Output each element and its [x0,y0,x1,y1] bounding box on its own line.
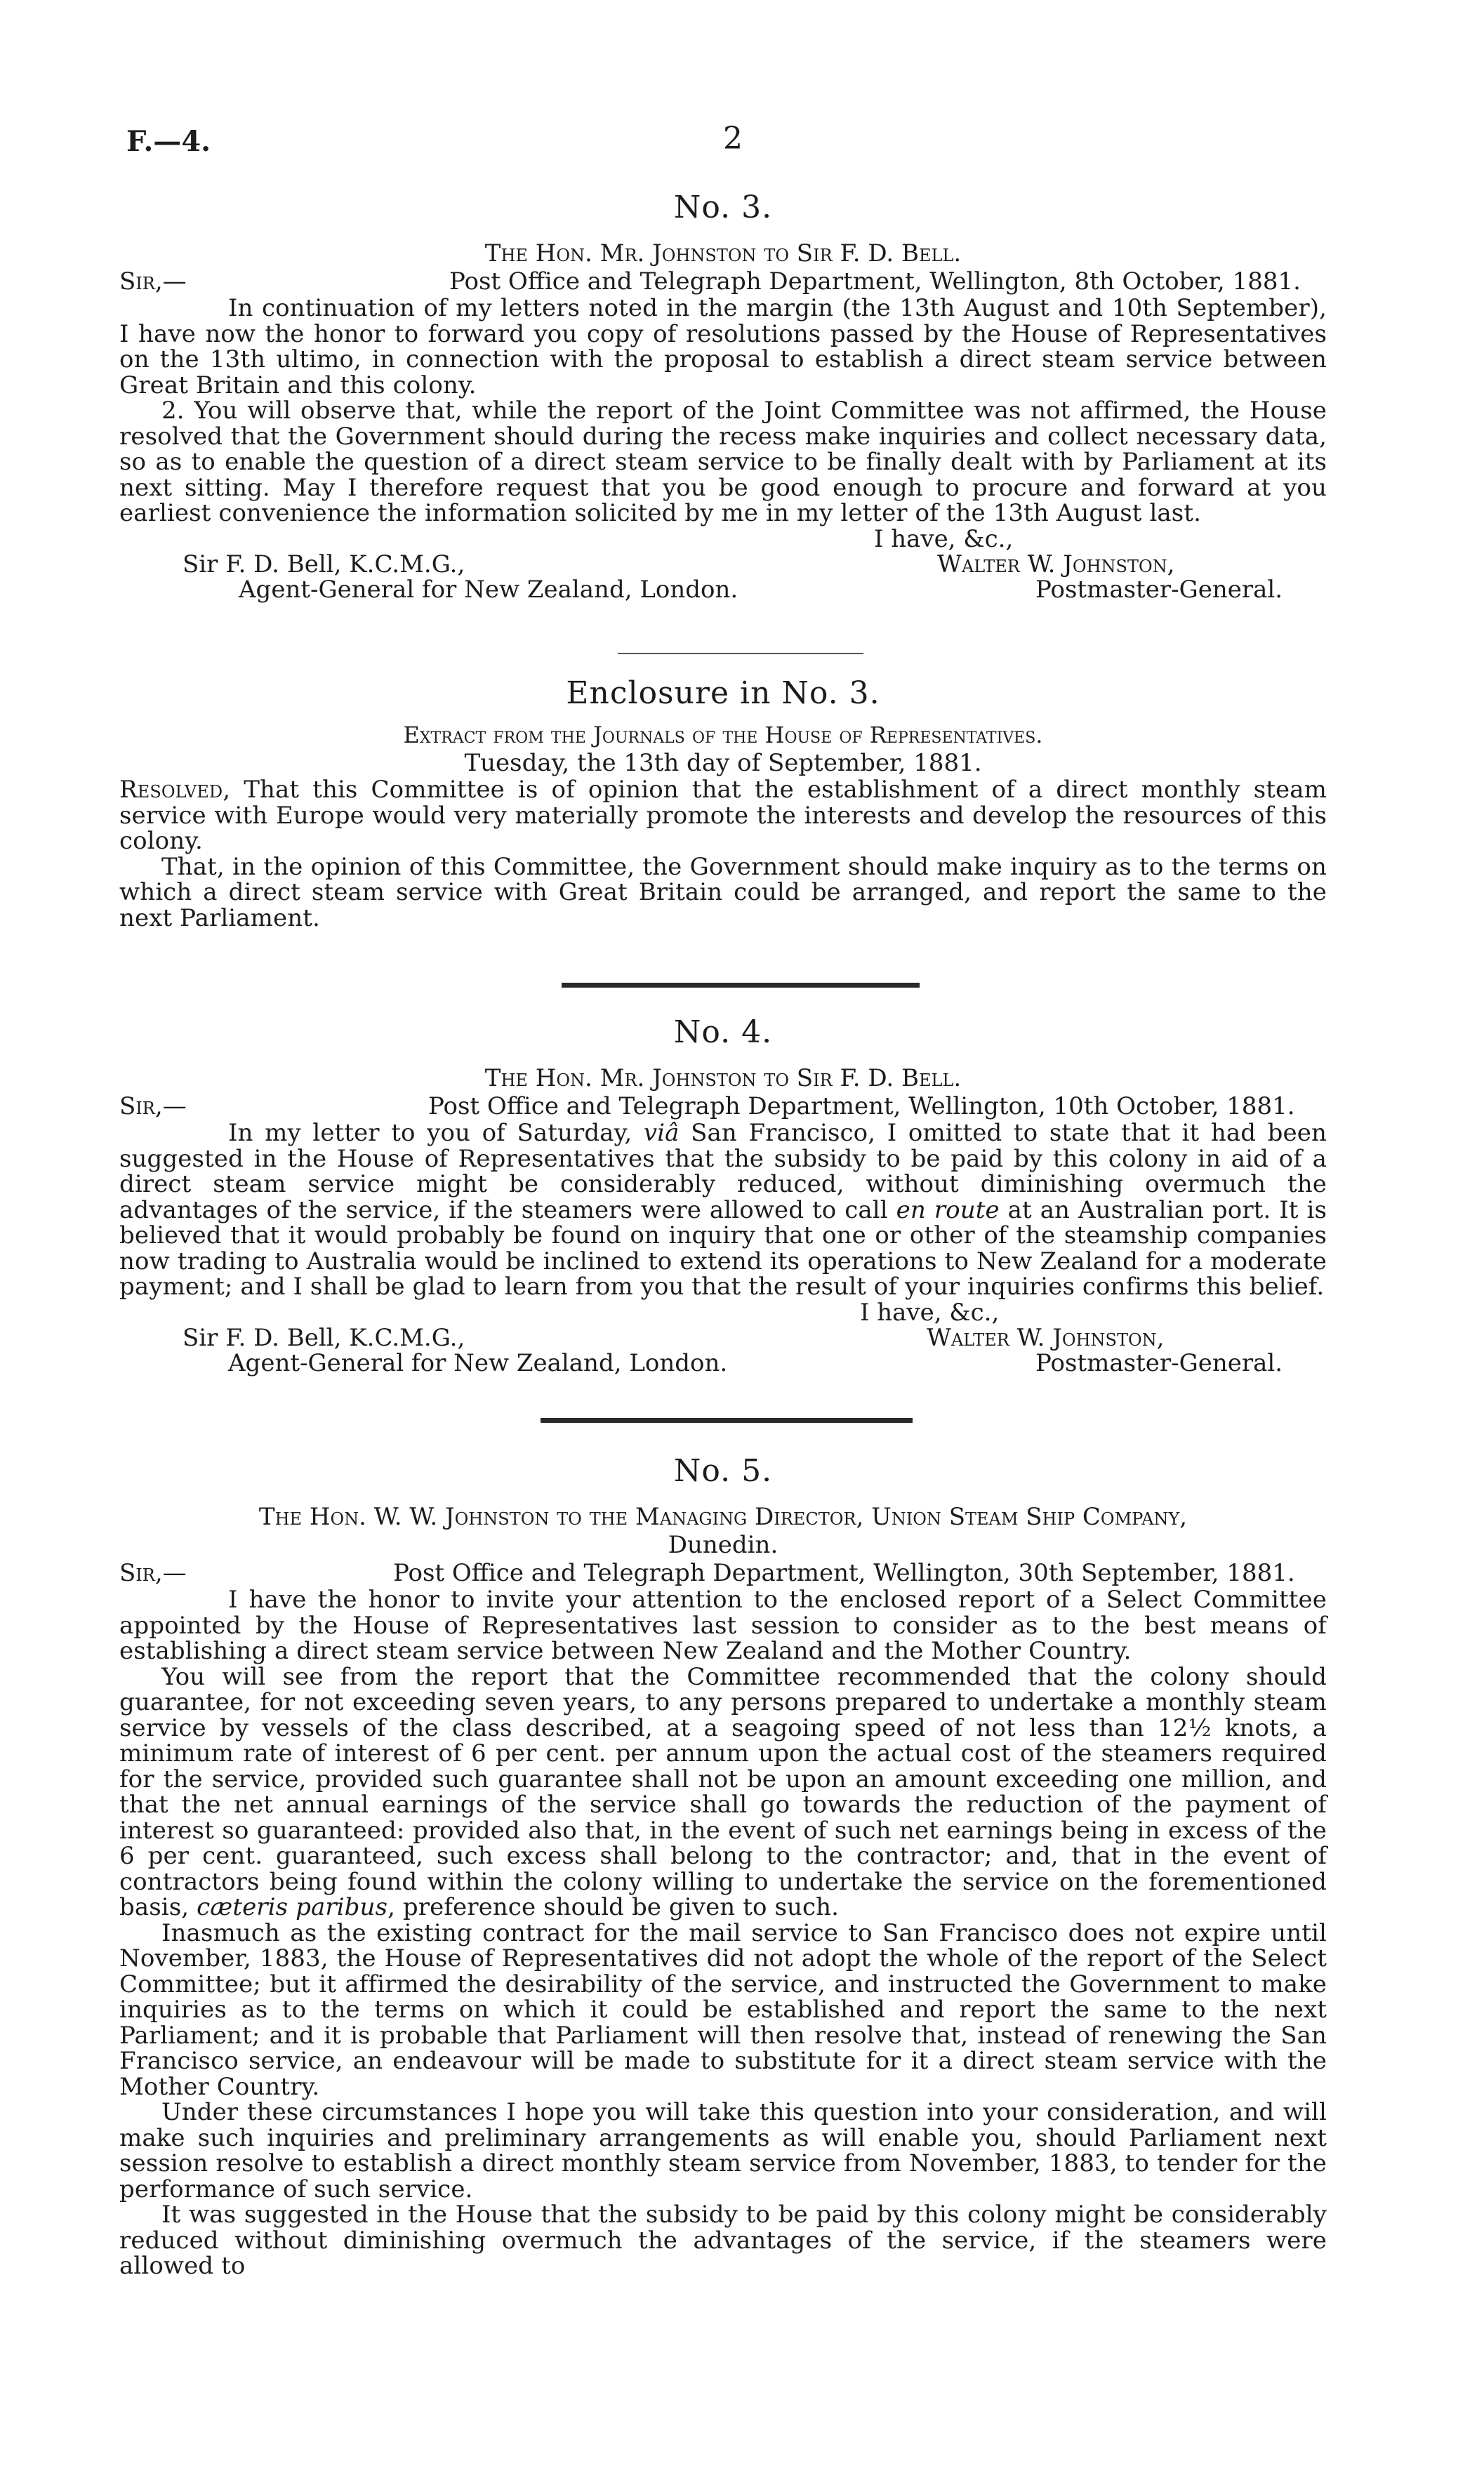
letter-5-paragraph-5: It was suggested in the House that the subsidy to be paid by this colony might be considerably reduced without diminishing overmuch the advantages of the service, if the steamers were allowed to [119,2201,1327,2280]
letter-5-heading: No. 5. [673,1453,773,1489]
resolved-label: Resolved, [119,776,231,804]
letter-5-salutation: Sir,— [119,1559,187,1587]
resolution-1: That this Committee is of opinion that the establishment of a direct monthly steam service with Europe would very materially promote the interests and develop the resources of this colony. [119,776,1327,855]
letter-3-sender: Walter W. Johnston, [937,550,1175,578]
page-number: 2 [723,121,743,157]
letter-4-closing: I have, &c., [860,1298,1000,1327]
letter-4-sender-title: Postmaster-General. [1035,1348,1283,1377]
letter-5-title: The Hon. W. W. Johnston to the Managing Director, Union Steam Ship Company, [258,1503,1188,1531]
letter-3-sender-title: Postmaster-General. [1035,575,1283,604]
letter-3-paragraph-1: In continuation of my letters noted in the margin (the 13th August and 10th September), I have now the honor to forward you copy of resolutions passed by the House of Representatives on the 13th ultimo, in connection with the proposal to establish a direct steam service between Great Britain and this colony. [119,294,1327,399]
en-route-italic: en route [896,1195,1000,1224]
letter-3-address-row [119,267,1327,296]
letter-4-address-row [119,1092,1327,1120]
letter-no-3 [119,190,1327,602]
caeteris-paribus-italic: cæteris paribus [197,1893,388,1921]
letter-5-paragraph-3: Inasmuch as the existing contract for the mail service to San Francisco does not expire until November, 1883, the House of Representatives did not adopt the whole of the report of the Select Committee; but it affirmed the desirability of the service, and instructed the Government to make inquiries as to the terms on which it could be established and report the same to the next Parliament; and it is probable that Parliament will then resolve that, instead of renewing the San Francisco service, an endeavour will be made to substitute for it a direct steam service with the Mother Country. [119,1918,1327,2101]
letter-5-paragraph-1: I have the honor to invite your attention to the enclosed report of a Select Committee appointed by the House of Representatives last session to consider as to the best means of establishing a direct steam service between New Zealand and the Mother Country. [119,1586,1327,1665]
section-divider-thick-2 [541,1418,913,1423]
enclosure-date: Tuesday, the 13th day of September, 1881. [464,749,982,777]
letter-5-paragraph-4: Under these circumstances I hope you will take this question into your consideration, and will make such inquiries and preliminary arrangements as will enable you, should Parliament next session resolve to establish a direct monthly steam service from November, 1883, to tender for the performance of such service. [119,2098,1327,2203]
letter-4-sender: Walter W. Johnston, [927,1323,1165,1352]
letter-5-paragraph-2: You will see from the report that the Committee recommended that the colony should guarantee, for not exceeding seven years, to any persons prepared to undertake a monthly steam service by vessels of the class described, at a seagoing speed of not less than 12½ knots, a minimum rate of interest of 6 per cent. per annum upon the actual cost of the steamers required for the service, provided such guarantee shall not be upon an amount exceeding one million, and that the net annual earnings of the service shall go towards the reduction of the payment of interest so guaranteed: provided also that, in the event of such net earnings being in excess of the 6 per cent. guaranteed, such excess shall belong to the contractor; and, that in the event of contractors being found within the colony willing to undertake the service on the forementioned basis, cæteris paribus, preference should be given to such. [119,1662,1327,1921]
letter-4-paragraph-1: In my letter to you of Saturday, viâ San Francisco, I omitted to state that it had been suggested in the House of Representatives that the subsidy to be paid by this colony in aid of a direct steam service might be considerably reduced, without diminishing overmuch the advantages of the service, if the steamers were allowed to call en route at an Australian port. It is believed that it would probably be found on inquiry that one or other of the steamship companies now trading to Australia would be inclined to extend its operations to New Zealand for a moderate payment; and I shall be glad to learn from you that the result of your inquiries confirms this belief. [119,1119,1327,1301]
section-divider-thick [562,983,920,988]
letter-4-addressee: Sir F. D. Bell, K.C.M.G., [183,1323,465,1352]
via-italic: viâ [643,1119,680,1147]
letter-3-paragraph-2: 2. You will observe that, while the report of the Joint Committee was not affirmed, the House resolved that the Government should during the recess make inquiries and collect necessary data, so as to enable the question of a direct steam service to be finally dealt with by Parliament at its next sitting. May I therefore request that you be good enough to procure and forward at you earliest convenience the information solicited by me in my letter of the 13th August last. [119,397,1327,527]
letter-5-title-city: Dunedin. [668,1531,779,1559]
enclosure-in-no-3 [119,675,1327,931]
letter-3-address: Post Office and Telegraph Department, Wellington, 8th October, 1881. [449,267,1301,296]
section-divider [618,653,863,654]
letter-3-closing: I have, &c., [874,524,1014,553]
letter-3-heading: No. 3. [673,190,773,225]
letter-no-4 [119,1014,1327,1376]
letter-no-5 [119,1453,1327,2279]
document-reference: F.—4. [126,125,211,158]
letter-3-addressee: Sir F. D. Bell, K.C.M.G., [183,550,465,578]
letter-4-salutation: Sir,— [119,1092,187,1120]
letter-3-addressee-title: Agent-General for New Zealand, London. [239,575,738,604]
letter-3-salutation: Sir,— [119,267,187,296]
resolution-2: That, in the opinion of this Committee, the Government should make inquiry as to the terms on which a direct steam service with Great Britain could be arranged, and report the same to the next Parliament. [119,852,1327,932]
enclosure-extract-title: Extract from the Journals of the House of Representatives. [403,722,1043,748]
letter-4-address: Post Office and Telegraph Department, Wellington, 10th October, 1881. [428,1092,1295,1120]
letter-4-title: The Hon. Mr. Johnston to Sir F. D. Bell. [484,1064,962,1092]
letter-5-address-row [119,1559,1327,1587]
enclosure-heading: Enclosure in No. 3. [566,675,880,711]
letter-5-address: Post Office and Telegraph Department, Wellington, 30th September, 1881. [393,1559,1295,1587]
letter-4-heading: No. 4. [673,1014,773,1050]
letter-3-title: The Hon. Mr. Johnston to Sir F. D. Bell. [484,239,962,267]
letter-4-addressee-title: Agent-General for New Zealand, London. [228,1348,728,1377]
